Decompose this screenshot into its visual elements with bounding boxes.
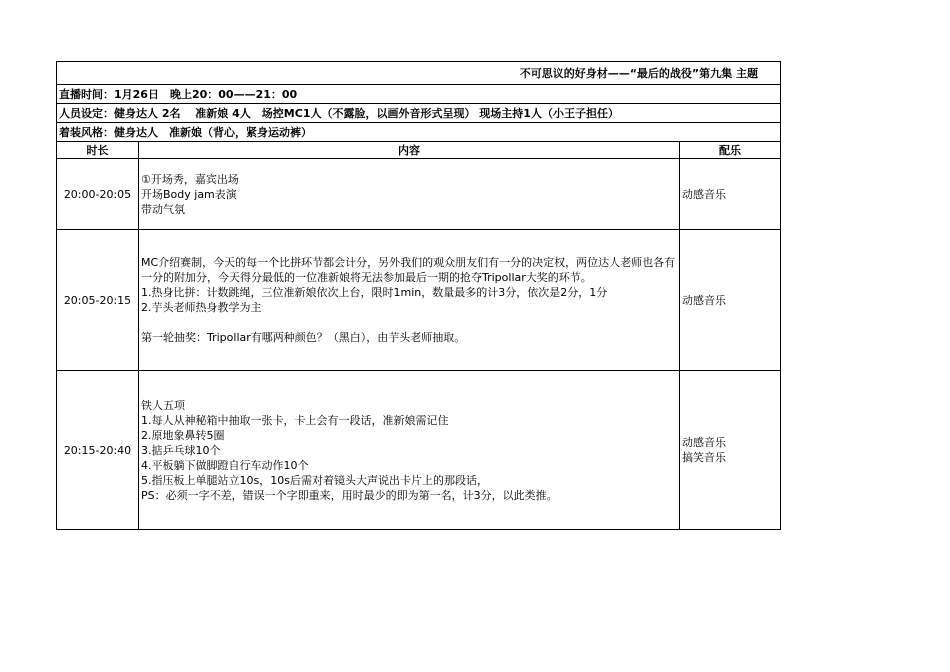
header-music[interactable]: 配乐 bbox=[680, 142, 781, 159]
broadcast-time[interactable]: 直播时间：1月26日 晚上20：00——21：00 bbox=[57, 85, 781, 104]
header-content[interactable]: 内容 bbox=[139, 142, 680, 159]
schedule-sheet bbox=[56, 61, 781, 530]
personnel-row bbox=[57, 104, 781, 123]
row-content-cell[interactable]: ①开场秀，嘉宾出场 开场Body jam表演 带动气氛 bbox=[139, 159, 680, 230]
table-row bbox=[57, 159, 781, 230]
row-music-cell[interactable]: 动感音乐 搞笑音乐 bbox=[680, 371, 781, 530]
sheet-title[interactable]: 不可思议的好身材——“最后的战役”第九集 主题 bbox=[57, 62, 781, 85]
broadcast-time-row bbox=[57, 85, 781, 104]
dress-style[interactable]: 着装风格：健身达人 准新娘（背心，紧身运动裤） bbox=[57, 123, 781, 142]
header-duration[interactable]: 时长 bbox=[57, 142, 139, 159]
table-row bbox=[57, 371, 781, 530]
header-row bbox=[57, 142, 781, 159]
dress-style-row bbox=[57, 123, 781, 142]
row-time-cell[interactable]: 20:00-20:05 bbox=[57, 159, 139, 230]
row-content-cell[interactable]: 铁人五项 1.每人从神秘箱中抽取一张卡，卡上会有一段话，准新娘需记住 2.原地象鼻转5圈 3.掂乒乓球10个 4.平板躺下做脚蹬自行车动作10个 5.指压板上单腿站立10s，10s后需对着镜头大声说出卡片上的那段话， PS：必须一字不差，错误一个字即重来，用时最少的即为第一名，计3分，以此类推。 bbox=[139, 371, 680, 530]
row-content-cell[interactable]: MC介绍赛制，今天的每一个比拼环节都会计分，另外我们的观众朋友们有一分的决定权，两位达人老师也各有一分的附加分，今天得分最低的一位准新娘将无法参加最后一期的抢夺Tripollar大奖的环节。 1.热身比拼：计数跳绳，三位准新娘依次上台，限时1min，数量最多的计3分，依次是2分，1分 2.芋头老师热身教学为主 第一轮抽奖：Tripollar有哪两种颜色？（黑白），由芋头老师抽取。 bbox=[139, 230, 680, 371]
row-time-cell[interactable]: 20:05-20:15 bbox=[57, 230, 139, 371]
row-music-cell[interactable]: 动感音乐 bbox=[680, 230, 781, 371]
table-row bbox=[57, 230, 781, 371]
title-row bbox=[57, 62, 781, 85]
personnel-setting[interactable]: 人员设定：健身达人 2名 准新娘 4人 场控MC1人（不露脸，以画外音形式呈现） 现场主持1人（小王子担任） bbox=[57, 104, 781, 123]
row-time-cell[interactable]: 20:15-20:40 bbox=[57, 371, 139, 530]
row-music-cell[interactable]: 动感音乐 bbox=[680, 159, 781, 230]
